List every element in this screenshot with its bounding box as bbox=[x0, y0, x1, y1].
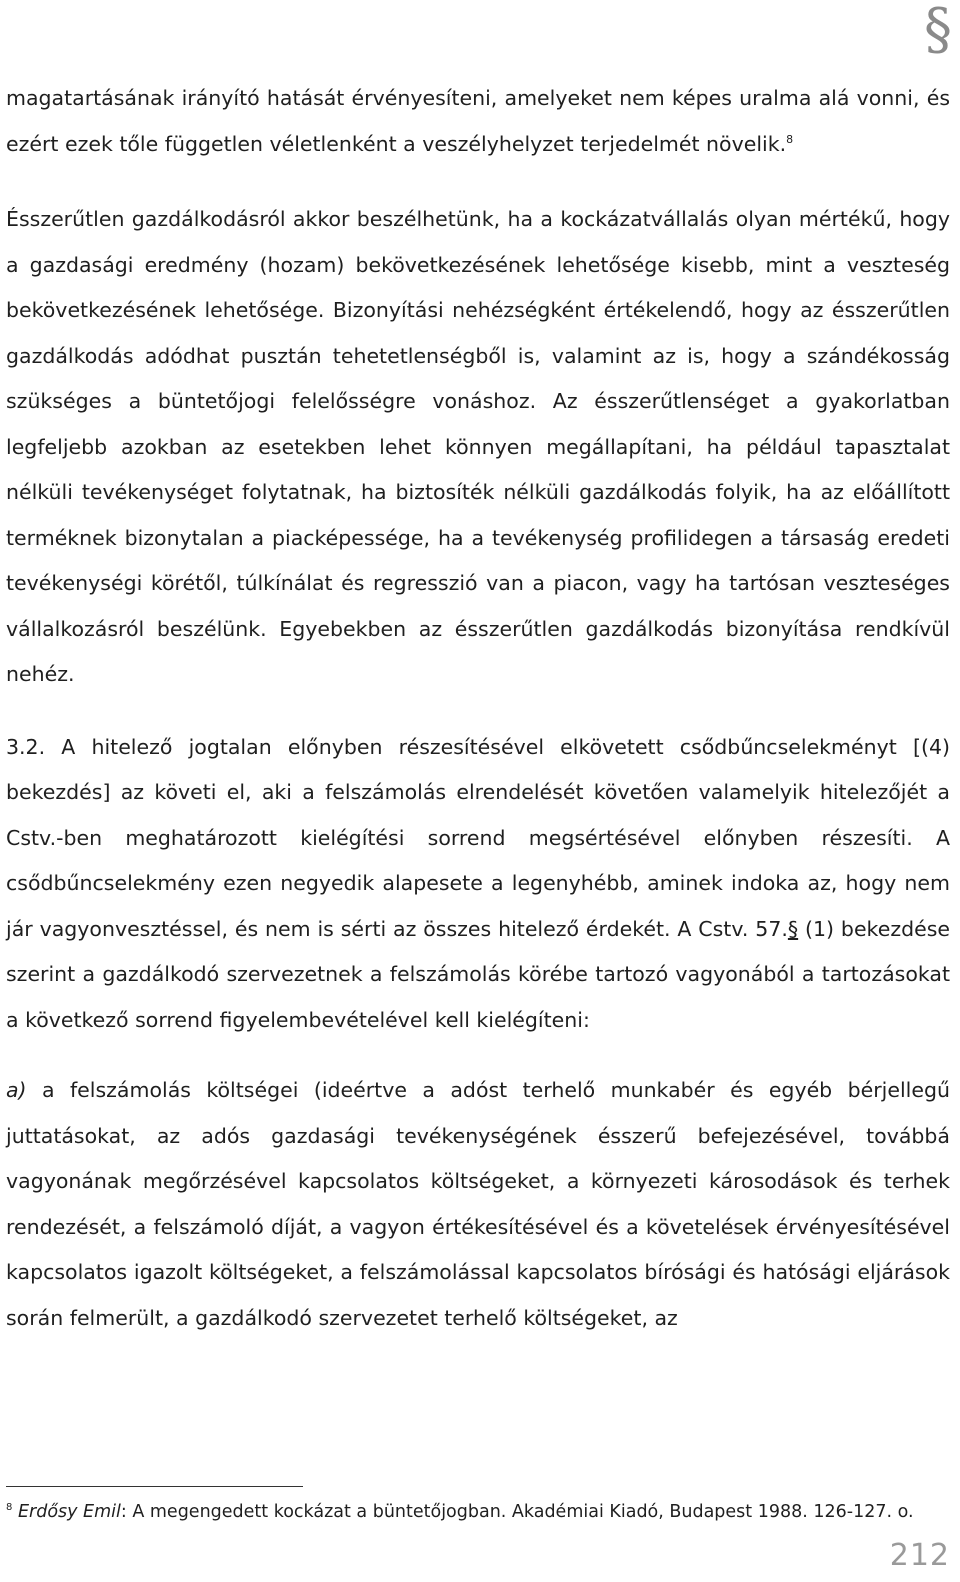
paragraph-3 bbox=[6, 725, 950, 1044]
paragraph-2: Ésszerűtlen gazdálkodásról akkor beszélhetünk, ha a kockázatvállalás olyan mértékű, hogy a gazdasági eredmény (hozam) bekövetkezésének lehetősége kisebb, mint a veszteség bekövetkezésének lehetősége. Bizonyítási nehézségként értékelendő, hogy az ésszerűtlen gazdálkodás adódhat pusztán tehetetlenségből is, valamint az is, hogy a szándékosság szükséges a büntetőjogi felelősségre vonáshoz. Az ésszerűtlenséget a gyakorlatban legfeljebb azokban az esetekben lehet könnyen megállapítani, ha például tapasztalat nélküli tevékenységet folytatnak, ha biztosíték nélküli gazdálkodás folyik, ha az előállított terméknek bizonytalan a piacképessége, ha a tevékenység profilidegen a társaság eredeti tevékenységi körétől, túlkínálat és regresszió van a piacon, vagy ha tartósan veszteséges vállalkozásról beszélünk. Egyebekben az ésszerűtlen gazdálkodás bizonyítása rendkívül nehéz. bbox=[6, 207, 950, 686]
footnote-text: : A megengedett kockázat a büntetőjogban. Akadémiai Kiadó, Budapest 1988. 126-127. o. bbox=[120, 1502, 914, 1522]
paragraph-3-text-end: (1) bekezdése szerint a gazdálkodó szervezetnek a felszámolás körébe tartozó vagyonából a tartozásokat a következő sorrend figyelembevételével kell kielégíteni: bbox=[6, 916, 950, 1032]
page-body bbox=[6, 76, 950, 1341]
page-number: 212 bbox=[889, 1538, 950, 1573]
footnote-8 bbox=[6, 1500, 950, 1524]
footnote-number: 8 bbox=[6, 1502, 13, 1514]
list-label-a: a) bbox=[6, 1078, 27, 1102]
footnote-author: Erdősy Emil bbox=[17, 1502, 121, 1522]
paragraph-4-text: a felszámolás költségei (ideértve a adóst terhelő munkabér és egyéb bérjellegű juttatásokat, az adós gazdasági tevékenységének ésszerű befejezésével, továbbá vagyonának megőrzésével kapcsolatos költségeket, a környezeti károsodások és terhek rendezését, a felszámoló díját, a vagyon értékesítésével és a követelések érvényesítésével kapcsolatos igazolt költségeket, a felszámolással kapcsolatos bírósági és hatósági eljárások során felmerült, a gazdálkodó szervezetet terhelő költségeket, az bbox=[6, 1078, 950, 1330]
footnote-divider bbox=[6, 1486, 303, 1487]
paragraph-1 bbox=[6, 76, 950, 167]
section-sign-link[interactable]: § bbox=[787, 916, 799, 941]
paragraph-4 bbox=[6, 1068, 950, 1341]
paragraph-1-text: magatartásának irányító hatását érvényesíteni, amelyeket nem képes uralma alá vonni, és ezért ezek tőle független véletlenként a veszélyhelyzet terjedelmét növelik. bbox=[6, 86, 950, 156]
footnote-ref-8[interactable]: 8 bbox=[786, 132, 794, 146]
section-logo: § bbox=[924, 0, 952, 62]
paragraph-3-text-start: 3.2. A hitelező jogtalan előnyben részesítésével elkövetett csődbűncselekményt [(4) bekezdés] az követi el, aki a felszámolás elrendelését követően valamelyik hitelezőjét a Cstv.-ben meghatározott kielégítési sorrend megsértésével előnyben részesíti. A csődbűncselekmény ezen negyedik alapesete a legenyhébb, aminek indoka az, hogy nem jár vagyonvesztéssel, és nem is sérti az összes hitelező érdekét. A Cstv. 57. bbox=[6, 734, 950, 941]
